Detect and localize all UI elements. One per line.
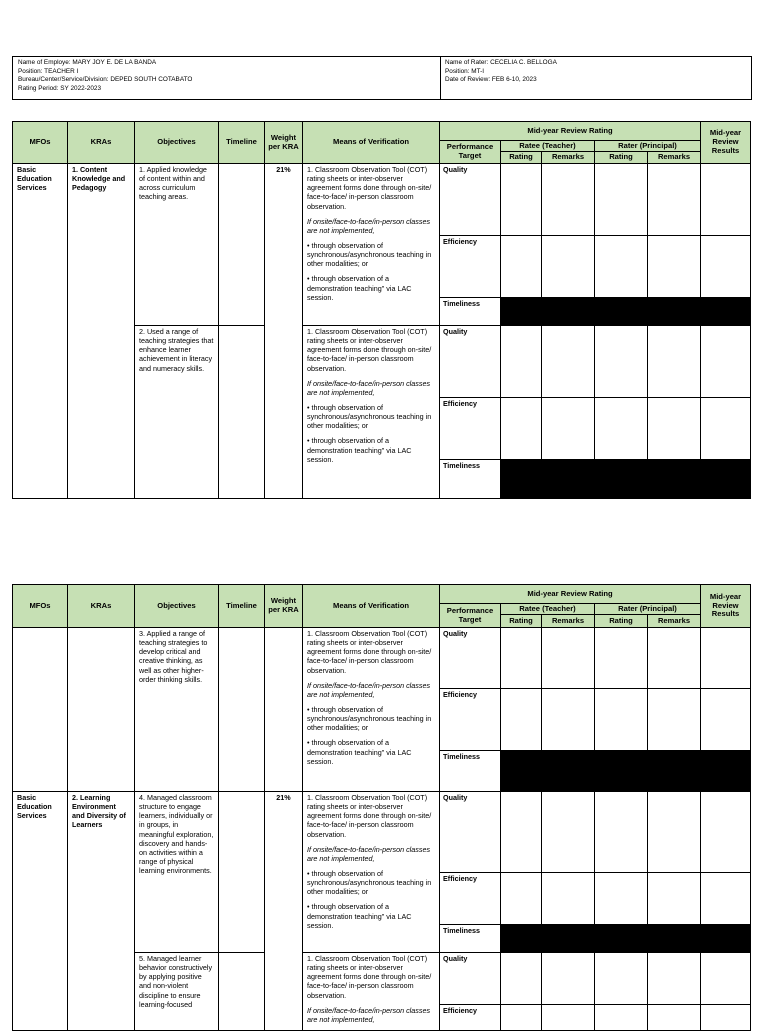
employee-info-box — [12, 56, 752, 100]
employee-info — [13, 57, 441, 99]
col-mfos: MFOs — [12, 121, 68, 164]
ratee-remarks-cell[interactable] — [541, 872, 595, 925]
efficiency-label: Efficiency — [439, 235, 501, 298]
timeliness-label: Timeliness — [439, 750, 501, 792]
rater-remarks-cell[interactable] — [647, 872, 701, 925]
mov-item: • through observation of synchronous/asynchronous teaching in other modalities; or — [307, 704, 432, 733]
weight-cell: 21% — [264, 791, 303, 1031]
col-rater-rating: Rating — [594, 151, 648, 164]
results-cell[interactable] — [700, 872, 751, 925]
rater-remarks-cell[interactable] — [647, 397, 701, 460]
ratee-rating-cell[interactable] — [500, 1004, 542, 1031]
results-cell[interactable] — [700, 791, 751, 873]
mov-item: • through observation of synchronous/asynchronous teaching in other modalities; or — [307, 868, 432, 897]
rater-remarks-cell[interactable] — [647, 325, 701, 398]
kra-cell: 2. Learning Environment and Diversity of Learners — [67, 791, 135, 1031]
mov-note: If onsite/face-to-face/in-person classes are not implemented, — [307, 1005, 431, 1024]
rater-remarks-cell[interactable] — [647, 791, 701, 873]
mov-item: 1. Classroom Observation Tool (COT) rating sheets or inter-observer agreement forms done through on-site/ face-to-face/ in-person classroom observation. — [307, 629, 432, 675]
rater-remarks-cell[interactable] — [647, 627, 701, 689]
blacked-out-cells — [500, 459, 751, 499]
quality-label: Quality — [439, 627, 501, 689]
efficiency-label: Efficiency — [439, 1004, 501, 1031]
col-midyear: Mid-year Review Rating — [439, 584, 701, 604]
weight-cell — [264, 627, 303, 792]
ratee-rating-cell[interactable] — [500, 235, 542, 298]
objective-3: 3. Applied a range of teaching strategies to develop critical and creative thinking, as well as other higher-order thinking skills. — [134, 627, 219, 792]
kra-cell: 1. Content Knowledge and Pedagogy — [67, 163, 135, 499]
ratee-rating-cell[interactable] — [500, 872, 542, 925]
rater-rating-cell[interactable] — [594, 235, 648, 298]
col-means: Means of Verification — [302, 121, 440, 164]
means-of-verification — [302, 791, 440, 953]
results-cell[interactable] — [700, 952, 751, 1005]
rater-rating-cell[interactable] — [594, 627, 648, 689]
col-kras: KRAs — [67, 121, 135, 164]
col-mfos: MFOs — [12, 584, 68, 628]
rater-rating-cell[interactable] — [594, 397, 648, 460]
col-ratee-remarks: Remarks — [541, 614, 595, 628]
col-rater-remarks: Remarks — [647, 614, 701, 628]
mov-item: 1. Classroom Observation Tool (COT) rating sheets or inter-observer agreement forms done through on-site/ face-to-face/ in-person classroom observation. — [307, 793, 432, 839]
rater-info — [441, 57, 751, 99]
means-of-verification — [302, 627, 440, 792]
efficiency-label: Efficiency — [439, 688, 501, 751]
ratee-remarks-cell[interactable] — [541, 397, 595, 460]
results-cell[interactable] — [700, 397, 751, 460]
col-rater-remarks: Remarks — [647, 151, 701, 164]
col-kras: KRAs — [67, 584, 135, 628]
rater-remarks-cell[interactable] — [647, 235, 701, 298]
results-cell[interactable] — [700, 627, 751, 689]
efficiency-label: Efficiency — [439, 872, 501, 925]
ratee-rating-cell[interactable] — [500, 952, 542, 1005]
col-ratee-rating: Rating — [500, 614, 542, 628]
mfo-cell: Basic Education Services — [12, 163, 68, 499]
mov-note: If onsite/face-to-face/in-person classes are not implemented, — [307, 844, 431, 863]
timeline-cell[interactable] — [218, 163, 265, 326]
rater-remarks-cell[interactable] — [647, 163, 701, 236]
quality-label: Quality — [439, 325, 501, 398]
ratee-remarks-cell[interactable] — [541, 688, 595, 751]
means-of-verification — [302, 952, 440, 1031]
rating-period: Rating Period: SY 2022-2023 — [18, 84, 102, 92]
results-cell[interactable] — [700, 235, 751, 298]
rater-rating-cell[interactable] — [594, 325, 648, 398]
rater-rating-cell[interactable] — [594, 1004, 648, 1031]
col-weight: Weight per KRA — [264, 584, 303, 628]
results-cell[interactable] — [700, 1004, 751, 1031]
col-objectives: Objectives — [134, 121, 219, 164]
results-cell[interactable] — [700, 163, 751, 236]
col-perf-target: Performance Target — [439, 603, 501, 628]
ratee-remarks-cell[interactable] — [541, 1004, 595, 1031]
ratee-rating-cell[interactable] — [500, 397, 542, 460]
objective-1: 1. Applied knowledge of content within and across curriculum teaching areas. — [134, 163, 219, 326]
rater-position: Position: MT-I — [445, 67, 485, 75]
rater-name: Name of Rater: CECELIA C. BELLOGA — [445, 59, 557, 66]
ratee-remarks-cell[interactable] — [541, 952, 595, 1005]
ratee-rating-cell[interactable] — [500, 791, 542, 873]
col-rater-rating: Rating — [594, 614, 648, 628]
rater-rating-cell[interactable] — [594, 688, 648, 751]
mov-item: 1. Classroom Observation Tool (COT) rating sheets or inter-observer agreement forms done through on-site/ face-to-face/ in-person classroom observation. — [307, 165, 432, 211]
kra-cell — [67, 627, 135, 792]
ratee-remarks-cell[interactable] — [541, 627, 595, 689]
means-of-verification — [302, 325, 440, 499]
timeline-cell[interactable] — [218, 791, 265, 953]
rater-remarks-cell[interactable] — [647, 952, 701, 1005]
col-weight: Weight per KRA — [264, 121, 303, 164]
ratee-rating-cell[interactable] — [500, 325, 542, 398]
mov-note: If onsite/face-to-face/in-person classes are not implemented, — [307, 216, 431, 235]
blacked-out-cells — [500, 297, 751, 326]
results-cell[interactable] — [700, 688, 751, 751]
efficiency-label: Efficiency — [439, 397, 501, 460]
mov-item: • through observation of synchronous/asynchronous teaching in other modalities; or — [307, 402, 432, 431]
col-means: Means of Verification — [302, 584, 440, 628]
timeliness-label: Timeliness — [439, 297, 501, 326]
mov-note: If onsite/face-to-face/in-person classes are not implemented, — [307, 680, 431, 699]
rater-rating-cell[interactable] — [594, 952, 648, 1005]
employee-bureau: Bureau/Center/Service/Division: DEPED SOUTH COTABATO — [18, 76, 193, 84]
ratee-rating-cell[interactable] — [500, 627, 542, 689]
col-ratee: Ratee (Teacher) — [500, 140, 595, 152]
blacked-out-cells — [500, 750, 751, 792]
ratee-remarks-cell[interactable] — [541, 163, 595, 236]
blacked-out-cells — [500, 924, 751, 953]
objective-4: 4. Managed classroom structure to engage learners, individually or in groups, in meaningful exploration, discovery and hands-on activities within a range of physical learning environments. — [134, 791, 219, 953]
ratee-remarks-cell[interactable] — [541, 791, 595, 873]
mov-item: • through observation of synchronous/asynchronous teaching in other modalities; or — [307, 240, 432, 269]
col-timeline: Timeline — [218, 584, 265, 628]
col-ratee-rating: Rating — [500, 151, 542, 164]
rater-rating-cell[interactable] — [594, 791, 648, 873]
means-of-verification — [302, 163, 440, 326]
objective-5: 5. Managed learner behavior constructively by applying positive and non-violent discipline to ensure learning-focused — [134, 952, 219, 1031]
employee-position: Position: TEACHER I — [18, 67, 79, 75]
timeline-cell[interactable] — [218, 627, 265, 792]
mov-note: If onsite/face-to-face/in-person classes are not implemented, — [307, 378, 431, 397]
quality-label: Quality — [439, 791, 501, 873]
timeline-cell[interactable] — [218, 325, 265, 499]
mov-item: 1. Classroom Observation Tool (COT) rating sheets or inter-observer agreement forms done through on-site/ face-to-face/ in-person classroom observation. — [307, 327, 432, 373]
mfo-cell: Basic Education Services — [12, 791, 68, 1031]
col-objectives: Objectives — [134, 584, 219, 628]
review-date: Date of Review: FEB 6-10, 2023 — [445, 76, 537, 84]
ratee-rating-cell[interactable] — [500, 688, 542, 751]
results-cell[interactable] — [700, 325, 751, 398]
col-ratee: Ratee (Teacher) — [500, 603, 595, 615]
mov-item: • through observation of a demonstration teaching" via LAC session. — [307, 436, 412, 464]
col-rater: Rater (Principal) — [594, 140, 701, 152]
rater-remarks-cell[interactable] — [647, 1004, 701, 1031]
col-midyear: Mid-year Review Rating — [439, 121, 701, 141]
mfo-cell — [12, 627, 68, 792]
rater-rating-cell[interactable] — [594, 872, 648, 925]
timeline-cell[interactable] — [218, 952, 265, 1031]
col-results: Mid-year Review Results — [700, 121, 751, 164]
timeliness-label: Timeliness — [439, 459, 501, 499]
mov-item: • through observation of a demonstration teaching" via LAC session. — [307, 902, 412, 930]
quality-label: Quality — [439, 163, 501, 236]
quality-label: Quality — [439, 952, 501, 1005]
ratee-remarks-cell[interactable] — [541, 325, 595, 398]
col-perf-target: Performance Target — [439, 140, 501, 164]
col-results: Mid-year Review Results — [700, 584, 751, 628]
ratee-remarks-cell[interactable] — [541, 235, 595, 298]
weight-cell: 21% — [264, 163, 303, 499]
rater-remarks-cell[interactable] — [647, 688, 701, 751]
col-rater: Rater (Principal) — [594, 603, 701, 615]
mov-item: • through observation of a demonstration teaching" via LAC session. — [307, 738, 412, 766]
ratee-rating-cell[interactable] — [500, 163, 542, 236]
rater-rating-cell[interactable] — [594, 163, 648, 236]
mov-item: • through observation of a demonstration teaching" via LAC session. — [307, 274, 412, 302]
mov-item: 1. Classroom Observation Tool (COT) rating sheets or inter-observer agreement forms done through on-site/ face-to-face/ in-person classroom observation. — [307, 954, 432, 1000]
employee-name: Name of Employe: MARY JOY E. DE LA BANDA — [18, 59, 157, 66]
timeliness-label: Timeliness — [439, 924, 501, 953]
col-timeline: Timeline — [218, 121, 265, 164]
objective-2: 2. Used a range of teaching strategies that enhance learner achievement in literacy and numeracy skills. — [134, 325, 219, 499]
col-ratee-remarks: Remarks — [541, 151, 595, 164]
